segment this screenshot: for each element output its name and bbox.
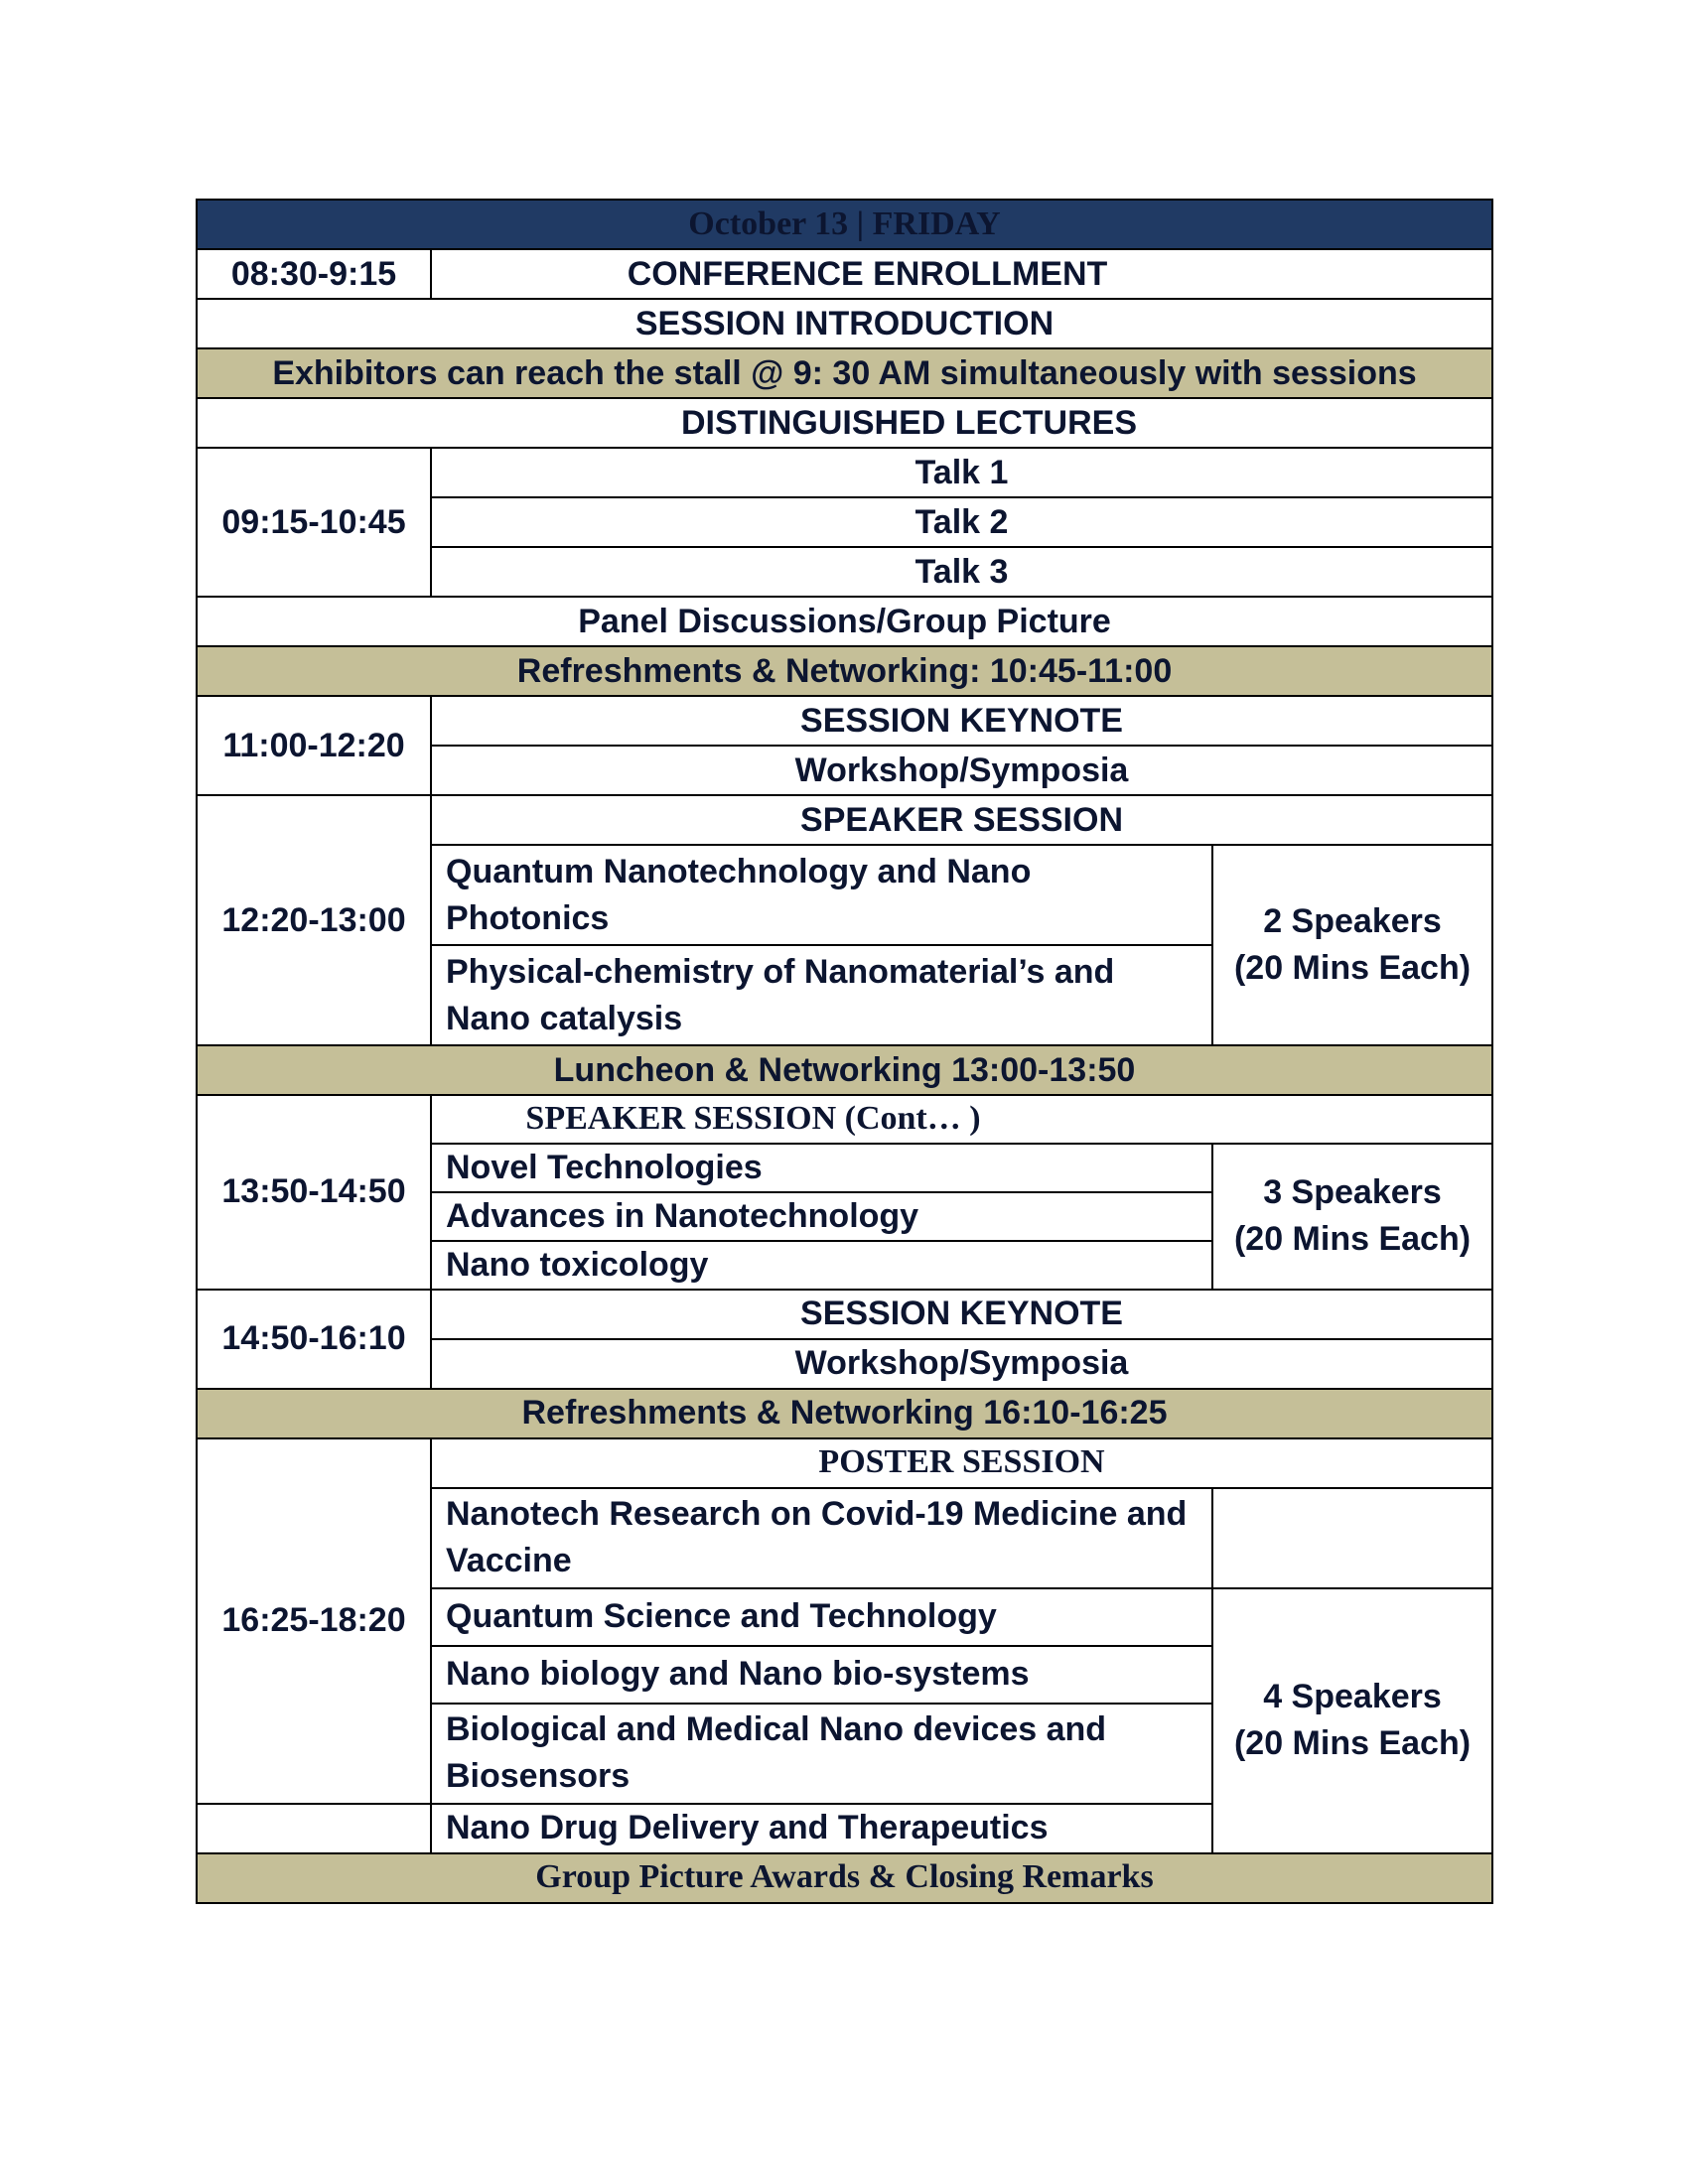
- poster-topic: Quantum Science and Technology: [431, 1588, 1212, 1646]
- speaker2-count: [1212, 1144, 1492, 1290]
- distinguished-lectures-title: DISTINGUISHED LECTURES: [197, 398, 1492, 448]
- poster-topic: Nanotech Research on Covid-19 Medicine and Vaccine: [431, 1488, 1212, 1588]
- keynote1-sub: Workshop/Symposia: [431, 746, 1492, 795]
- poster-topic: Nano Drug Delivery and Therapeutics: [431, 1804, 1212, 1853]
- speaker2-title: SPEAKER SESSION (Cont… ): [431, 1095, 1492, 1144]
- speaker1-count-line1: 2 Speakers: [1263, 902, 1442, 941]
- keynote1-time: 11:00-12:20: [197, 696, 431, 795]
- day-header: October 13 | FRIDAY: [197, 200, 1492, 249]
- speaker2-count-line1: 3 Speakers: [1263, 1173, 1442, 1212]
- speaker1-time: 12:20-13:00: [197, 795, 431, 1045]
- speaker1-topic: Physical-chemistry of Nanomaterial’s and Nano catalysis: [431, 945, 1212, 1045]
- poster-count-line2: (20 Mins Each): [1233, 1724, 1472, 1763]
- keynote1-title: SESSION KEYNOTE: [431, 696, 1492, 746]
- talk-1: Talk 1: [431, 448, 1492, 497]
- session-introduction: SESSION INTRODUCTION: [197, 299, 1492, 348]
- enrollment-label: CONFERENCE ENROLLMENT: [431, 249, 1492, 299]
- poster-empty-cell: [1212, 1488, 1492, 1588]
- speaker2-count-line2: (20 Mins Each): [1233, 1220, 1472, 1259]
- talk-2: Talk 2: [431, 497, 1492, 547]
- speaker1-count: [1212, 845, 1492, 1045]
- speaker1-title: SPEAKER SESSION: [431, 795, 1492, 845]
- keynote2-time: 14:50-16:10: [197, 1290, 431, 1389]
- poster-time-empty-cell: [197, 1804, 431, 1853]
- poster-count: [1212, 1588, 1492, 1853]
- speaker2-topic: Novel Technologies: [431, 1144, 1212, 1192]
- poster-topic: Biological and Medical Nano devices and Biosensors: [431, 1704, 1212, 1804]
- speaker2-topic: Advances in Nanotechnology: [431, 1192, 1212, 1241]
- poster-count-line1: 4 Speakers: [1263, 1678, 1442, 1716]
- distinguished-time: 09:15-10:45: [197, 448, 431, 597]
- talk-3: Talk 3: [431, 547, 1492, 597]
- keynote2-title: SESSION KEYNOTE: [431, 1290, 1492, 1339]
- speaker2-topic: Nano toxicology: [431, 1241, 1212, 1290]
- enrollment-time: 08:30-9:15: [197, 249, 431, 299]
- schedule-table: [196, 199, 1493, 1904]
- poster-time: 16:25-18:20: [197, 1438, 431, 1804]
- speaker2-time: 13:50-14:50: [197, 1095, 431, 1290]
- exhibitors-note: Exhibitors can reach the stall @ 9: 30 AM simultaneously with sessions: [197, 348, 1492, 398]
- refreshments-break-2: Refreshments & Networking 16:10-16:25: [197, 1389, 1492, 1438]
- poster-title: POSTER SESSION: [431, 1438, 1492, 1488]
- keynote2-sub: Workshop/Symposia: [431, 1339, 1492, 1389]
- luncheon-break: Luncheon & Networking 13:00-13:50: [197, 1045, 1492, 1095]
- panel-discussions: Panel Discussions/Group Picture: [197, 597, 1492, 646]
- speaker1-topic: Quantum Nanotechnology and Nano Photonics: [431, 845, 1212, 945]
- closing-remarks: Group Picture Awards & Closing Remarks: [197, 1853, 1492, 1903]
- refreshments-break-1: Refreshments & Networking: 10:45-11:00: [197, 646, 1492, 696]
- speaker1-count-line2: (20 Mins Each): [1233, 949, 1472, 987]
- poster-topic: Nano biology and Nano bio-systems: [431, 1646, 1212, 1704]
